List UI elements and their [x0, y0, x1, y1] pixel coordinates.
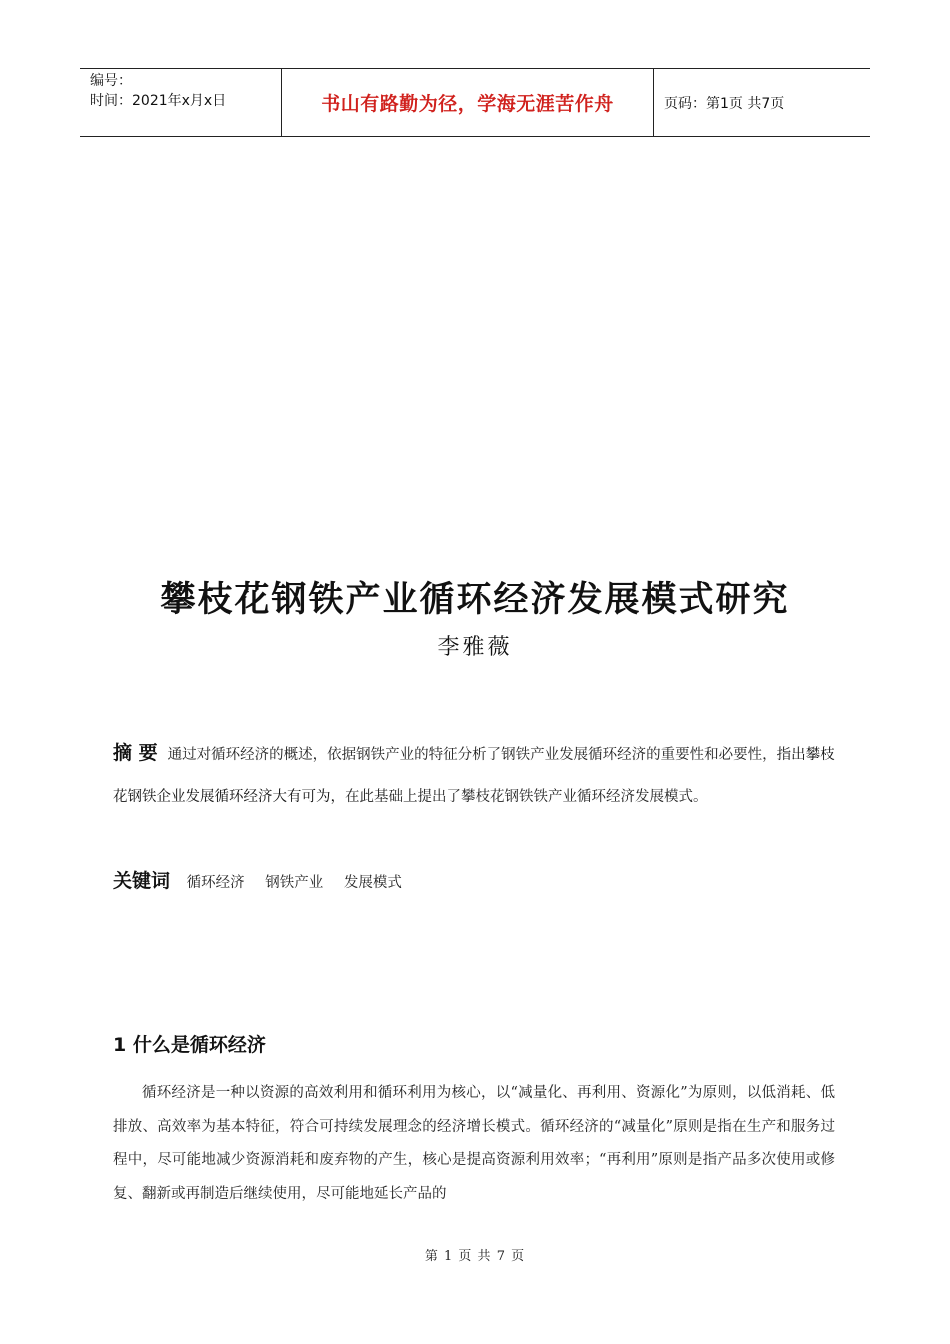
header-page-info: 页码：第1页 共7页	[664, 95, 785, 112]
document-title: 攀枝花钢铁产业循环经济发展模式研究	[160, 579, 790, 620]
keyword-item: 发展模式	[343, 875, 402, 891]
page-footer: 第 1 页 共 7 页	[424, 1249, 526, 1264]
abstract-section	[113, 732, 835, 818]
keywords-label: 关键词	[113, 870, 171, 892]
abstract-label: 摘 要	[113, 742, 158, 764]
time-label: 时间：2021年x月x日	[90, 93, 227, 109]
header-motto: 书山有路勤为径，学海无涯苦作舟	[282, 69, 654, 136]
keyword-item: 循环经济	[186, 875, 245, 891]
number-label: 编号：	[90, 73, 132, 89]
abstract-text-part2: 在此基础上提出了攀枝花钢铁铁产业循环经济发展模式。	[345, 789, 708, 805]
section-paragraph: 循环经济是一种以资源的高效利用和循环利用为核心，以“减量化、再利用、资源化”为原则，以低消耗、低排放、高效率为基本特征，符合可持续发展理念的经济增长模式。循环经济的“减量化”原则是指在生产和服务过程中，尽可能地减少资源消耗和废弃物的产生，核心是提高资源利用效率；“再利用”原则是指产品多次使用或修复、翻新或再制造后继续使用，尽可能地延长产品的	[113, 1085, 835, 1202]
document-author: 李雅薇	[437, 635, 513, 660]
abstract-text-emphasis: 指出攀枝花钢铁企业发展循环经济大有可为，	[113, 747, 835, 805]
section-heading: 1 什么是循环经济	[113, 1034, 266, 1056]
header-meta-cell	[80, 69, 282, 136]
document-header	[80, 68, 870, 137]
abstract-text-part1: 通过对循环经济的概述，依据钢铁产业的特征分析了钢铁产业发展循环经济的重要性和必要性，	[167, 747, 777, 763]
keywords-section	[113, 866, 835, 893]
keyword-item: 钢铁产业	[265, 875, 324, 891]
